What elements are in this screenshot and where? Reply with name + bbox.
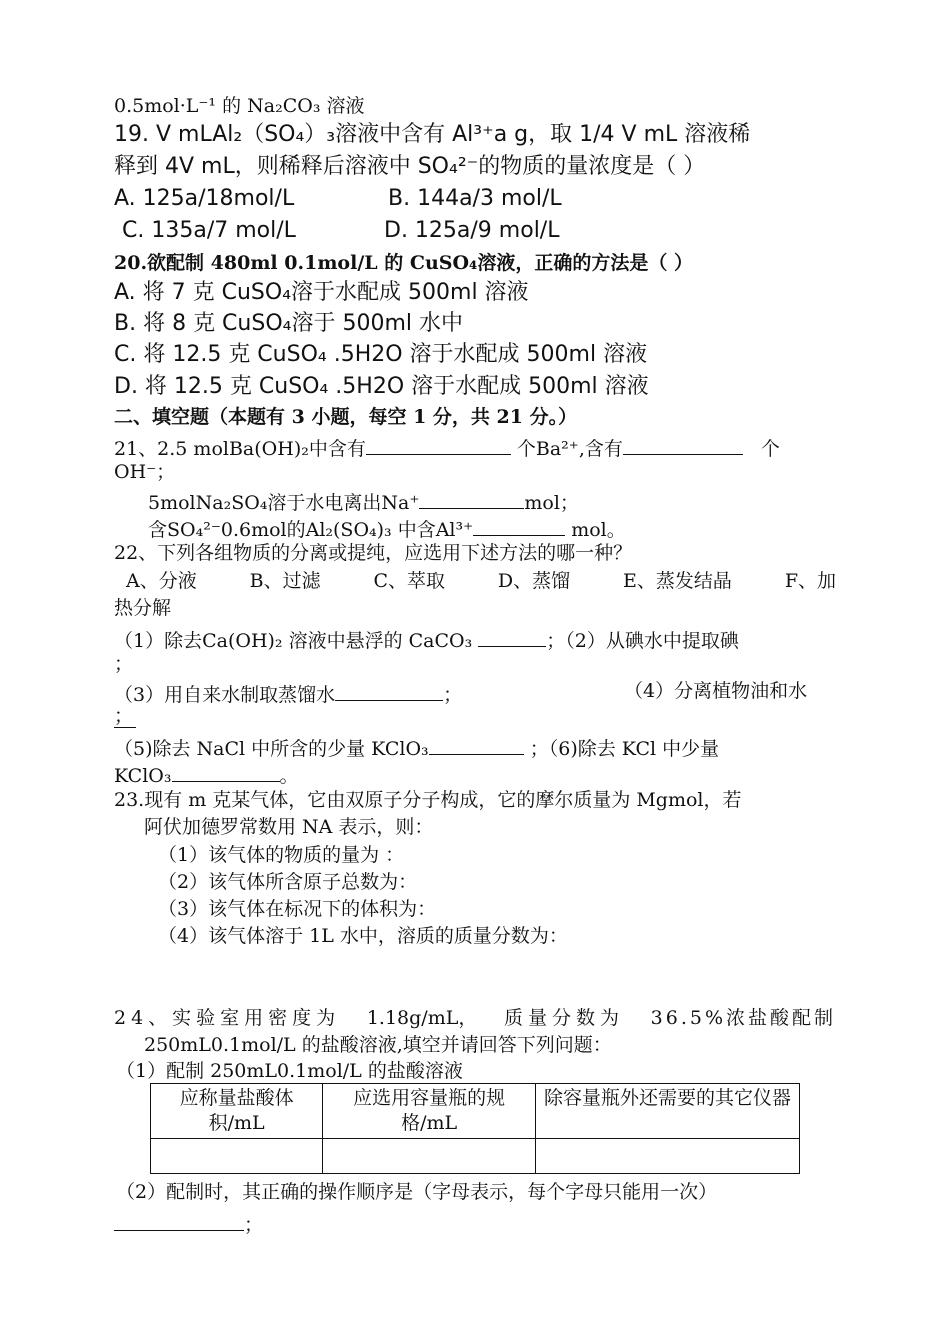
q21-text-a: 21、2.5 molBa(OH)₂中含有 <box>114 438 366 460</box>
q21-text-f: mol； <box>524 492 579 514</box>
q24-answer-table <box>150 1083 800 1174</box>
q22-option-b: B、过滤 <box>249 570 321 592</box>
q22-option-c: C、萃取 <box>373 570 446 592</box>
q24-sub1: （1）配制 250mL0.1mol/L 的盐酸溶液 <box>116 1060 463 1082</box>
q22-part3 <box>114 682 462 705</box>
table-header-row <box>151 1084 800 1139</box>
q22-part5 <box>114 736 719 759</box>
q20-option-d: D. 将 12.5 克 CuSO₄ .5H2O 溶于水配成 500ml 溶液 <box>114 374 649 399</box>
q21-blank-1[interactable] <box>366 436 511 455</box>
q21-oh-line: OH⁻； <box>114 461 176 483</box>
q21-blank-2[interactable] <box>623 436 743 455</box>
q19-option-d: D. 125a/9 mol/L <box>384 218 560 243</box>
q24-sub2: （2）配制时，其正确的操作顺序是（字母表示，每个字母只能用一次） <box>116 1181 718 1203</box>
q22-p1-text: （1）除去Ca(OH)₂ 溶液中悬浮的 CaCO₃ <box>114 630 473 652</box>
q22-blank-5[interactable] <box>429 736 524 755</box>
q22-options <box>126 572 836 591</box>
table-header-volume: 应称量盐酸体积/mL <box>151 1084 323 1139</box>
q22-blank-3[interactable] <box>335 682 443 701</box>
q19-stem-line2: 释到 4V mL，则稀释后溶液中 SO₄²⁻的物质的量浓度是（ ） <box>114 154 706 179</box>
q21-blank-4[interactable] <box>473 517 565 536</box>
q21-line3 <box>148 517 626 540</box>
q20-option-c: C. 将 12.5 克 CuSO₄ .5H2O 溶于水配成 500ml 溶液 <box>114 342 648 367</box>
line-na2co3: 0.5mol·L⁻¹ 的 Na₂CO₃ 溶液 <box>114 95 365 117</box>
q20-stem: 20.欲配制 480ml 0.1mol/L 的 CuSO₄溶液，正确的方法是（ ） <box>114 252 693 274</box>
q24-stem-part-1: 24、实验室用密度为 <box>114 1007 341 1029</box>
q20-option-b: B. 将 8 克 CuSO₄溶于 500ml 水中 <box>114 311 463 336</box>
q22-option-a: A、分液 <box>126 570 197 592</box>
q22-p4-text: （4）分离植物油和水 <box>624 680 808 702</box>
q22-p4-line <box>114 705 136 732</box>
q24-stem-part-3: 质量分数为 <box>503 1007 624 1029</box>
q21-line2 <box>148 490 579 513</box>
q24-stem-line1 <box>114 1009 836 1028</box>
q22-p6-text: KClO₃ <box>114 765 172 787</box>
q22-p3-end: ； <box>443 684 463 706</box>
q23-item-3: （3）该气体在标况下的体积为： <box>158 898 437 920</box>
q23-item-2: （2）该气体所含原子总数为： <box>158 871 418 893</box>
q22-p5-text-b: ；（6)除去 KCl 中少量 <box>529 738 720 760</box>
q21-text-e: 5molNa₂SO₄溶于水电离出Na⁺ <box>148 492 420 514</box>
q21-line1 <box>114 436 780 459</box>
q22-p5-text: （5)除去 NaCl 中所含的少量 KClO₃ <box>114 738 429 760</box>
q23-item-1: （1）该气体的物质的量为 ： <box>158 844 405 866</box>
q23-item-4: （4）该气体溶于 1L 水中，溶质的质量分数为： <box>158 925 568 947</box>
q22-blank-1[interactable] <box>478 628 546 647</box>
q21-text-g: 含SO₄²⁻0.6mol的Al₂(SO₄)₃ 中含Al³⁺ <box>148 519 474 541</box>
q19-option-b: B. 144a/3 mol/L <box>388 186 562 211</box>
table-cell-flask-spec[interactable] <box>323 1139 536 1174</box>
q24-blank-order[interactable] <box>114 1212 244 1231</box>
q22-p3-text: （3）用自来水制取蒸馏水 <box>114 684 336 706</box>
q22-option-d: D、蒸馏 <box>497 570 571 592</box>
q22-options-cont: 热分解 <box>114 597 172 619</box>
q22-part1 <box>114 628 739 651</box>
q22-p1-text-b: ；（2）从碘水中提取碘 <box>546 630 739 652</box>
table-answer-row <box>151 1139 800 1174</box>
q21-text-h: mol。 <box>571 519 626 541</box>
table-cell-other-instruments[interactable] <box>536 1139 800 1174</box>
table-header-other-instruments: 除容量瓶外还需要的其它仪器 <box>536 1084 800 1139</box>
q21-text-b: 个Ba²⁺,含有 <box>516 438 623 460</box>
q22-stem: 22、下列各组物质的分离或提纯，应选用下述方法的哪一种？ <box>114 542 633 564</box>
section-heading-fill-in: 二、填空题（本题有 3 小题，每空 1 分，共 21 分。） <box>114 406 578 428</box>
q22-blank-4[interactable]: ； <box>114 709 136 728</box>
q22-part6 <box>114 763 299 786</box>
q23-stem-line1: 23.现有 m 克某气体，它由双原子分子构成，它的摩尔质量为 Mgmol，若 <box>114 789 742 811</box>
q24-sub2-answer-line <box>114 1212 263 1235</box>
table-header-flask-spec: 应选用容量瓶的规格/mL <box>323 1084 536 1139</box>
q24-stem-part-2: 1.18g/mL， <box>366 1007 478 1029</box>
q22-p6-end: 。 <box>279 765 299 787</box>
q24-sub2-end: ； <box>244 1214 264 1236</box>
q22-p1-end: ； <box>114 653 134 675</box>
q24-stem-part-4: 36.5%浓盐酸配制 <box>650 1007 836 1029</box>
q20-option-a: A. 将 7 克 CuSO₄溶于水配成 500ml 溶液 <box>114 280 529 305</box>
q23-stem-line2: 阿伏加德罗常数用 NA 表示，则： <box>144 816 434 838</box>
q21-blank-3[interactable] <box>419 490 524 509</box>
q19-option-a: A. 125a/18mol/L <box>114 186 295 211</box>
q22-option-f: F、加 <box>784 570 836 592</box>
q22-option-e: E、蒸发结晶 <box>623 570 732 592</box>
q21-text-c: 个 <box>760 438 780 460</box>
table-cell-volume[interactable] <box>151 1139 323 1174</box>
q22-blank-6[interactable] <box>172 763 280 782</box>
q19-option-c: C. 135a/7 mol/L <box>122 218 296 243</box>
q24-stem-line2: 250mL0.1mol/L 的盐酸溶液,填空并请回答下列问题： <box>144 1034 612 1056</box>
q19-stem-line1: 19. V mLAl₂（SO₄）₃溶液中含有 Al³⁺a g，取 1/4 V mL 溶液稀 <box>114 122 751 147</box>
